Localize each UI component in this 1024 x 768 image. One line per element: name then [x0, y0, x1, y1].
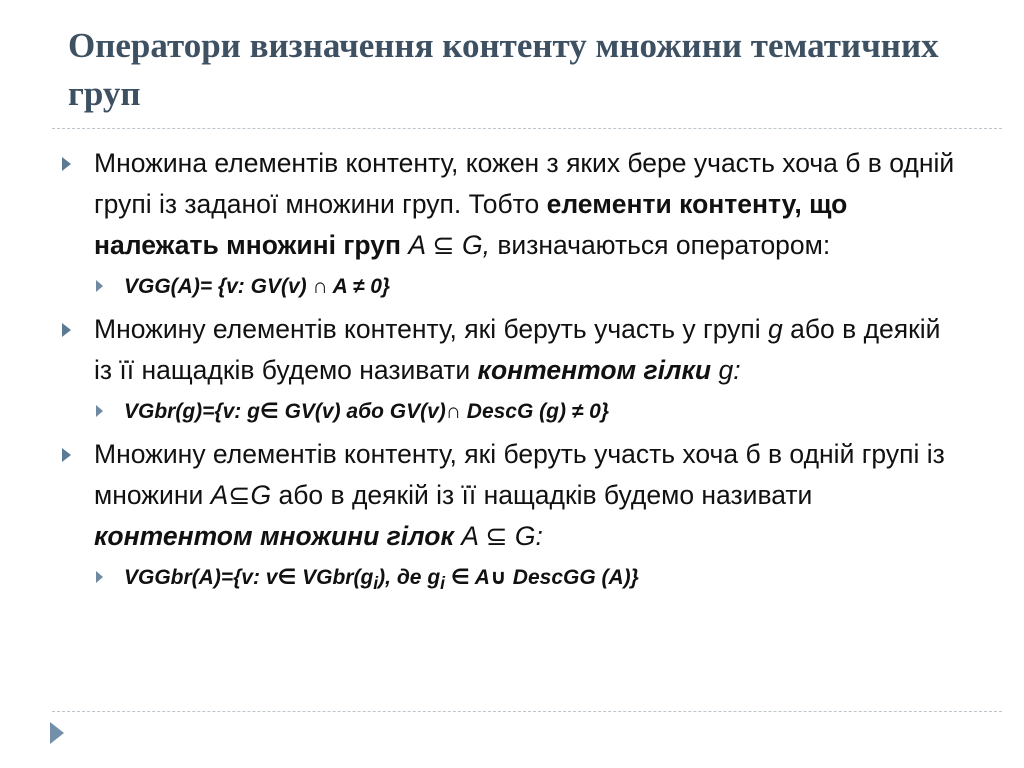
item-2-math: g: [711, 355, 741, 385]
formula-vgg: VGG(A)= {v: GV(v) ∩ A ≠ 0} [124, 275, 391, 298]
nav-arrow-icon[interactable] [50, 722, 64, 744]
bottom-divider [52, 711, 1002, 712]
formula-vgbr: VGbr(g)={v: g∈ GV(v) або GV(v)∩ DescG (g) ≠ 0} [124, 400, 610, 423]
bullet-triangle-icon [96, 571, 103, 583]
bullet-item-2 [60, 309, 960, 391]
bullet-triangle-icon [96, 280, 103, 292]
formula-vggbr-part-2: ), де g [378, 566, 441, 589]
item-2-text-2: або в деякій із її нащадків будемо називати [94, 314, 941, 385]
item-2-bold-italic: контентом гілки [477, 355, 712, 385]
bullet-triangle-icon [62, 448, 71, 462]
formula-vggbr-subscript-1: i [373, 573, 379, 594]
slide-content [60, 143, 960, 606]
item-1-text-2: визначаються оператором: [489, 230, 831, 260]
item-3-math: A ⊆ G: [453, 521, 543, 551]
sub-item-1 [60, 266, 960, 307]
item-3-text-2: або в деякій із її нащадків будемо називати [271, 480, 813, 510]
item-3-bold-italic: контентом множини гілок [94, 521, 454, 551]
formula-vggbr-part-1: VGGbr(A)={v: v∈ VGbr(g [124, 566, 374, 589]
sub-item-2 [60, 391, 960, 432]
formula-vggbr [124, 566, 639, 594]
item-3-text-1: Множину елементів контенту, які беруть участь хоча б в одній групі із множини [94, 439, 945, 510]
item-2-text-1: Множину елементів контенту, які беруть участь у групі [94, 314, 769, 344]
bullet-item-3 [60, 434, 960, 557]
item-1-text-1: Множина елементів контенту, кожен з яких бере участь хоча б в одній групі із заданої множини груп. Тобто [94, 148, 955, 219]
item-1-math: A ⊆ G, [400, 230, 490, 260]
sub-item-3 [60, 557, 960, 604]
bullet-triangle-icon [62, 157, 71, 171]
formula-vggbr-subscript-2: i [440, 573, 446, 594]
item-1-bold: елементи контенту, що належать множині груп [94, 189, 848, 260]
slide-title: Оператори визначення контенту множини тематичних груп [68, 26, 939, 113]
item-3-math-inline: A⊆G [210, 480, 272, 510]
bullet-triangle-icon [96, 405, 103, 417]
item-2-var: g [768, 314, 783, 344]
top-divider [52, 128, 1002, 129]
formula-vggbr-part-3: ∈ A∪ DescGG (A)} [445, 566, 639, 589]
bullet-item-1 [60, 143, 960, 266]
bullet-triangle-icon [62, 323, 71, 337]
